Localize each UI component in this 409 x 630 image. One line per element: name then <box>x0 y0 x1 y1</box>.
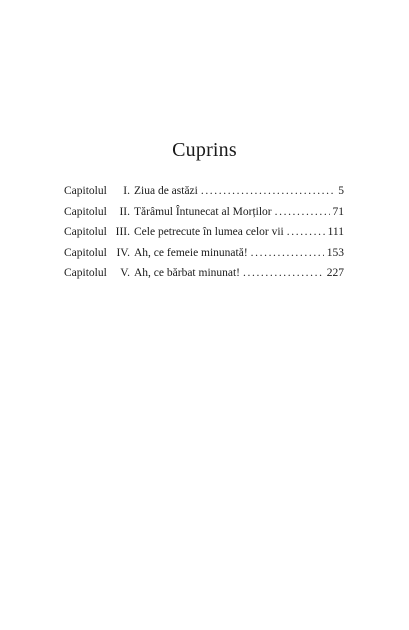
toc-entry-5[interactable] <box>64 267 344 288</box>
chapter-number: III. <box>115 226 130 238</box>
chapter-number: IV. <box>116 246 130 259</box>
chapter-label <box>64 206 134 218</box>
chapter-number: V. <box>120 267 130 279</box>
toc-entry-4[interactable] <box>64 247 344 268</box>
chapter-title: Ah, ce femeie minunată! <box>134 246 248 259</box>
chapter-label <box>64 226 134 238</box>
chapter-label <box>64 247 134 259</box>
chapter-title: Ah, ce bărbat minunat! <box>134 267 241 279</box>
page-number: 71 <box>332 205 344 218</box>
chapter-title: Cele petrecute în lumea celor vii <box>134 226 284 238</box>
chapter-word: Capitolul <box>64 246 107 259</box>
toc-entry-2[interactable] <box>64 206 344 227</box>
table-of-contents <box>64 185 344 288</box>
chapter-label <box>64 185 134 197</box>
chapter-label <box>64 267 134 279</box>
leader-dots <box>275 206 330 218</box>
page-number: 227 <box>326 267 344 279</box>
page-number: 5 <box>338 185 344 197</box>
chapter-number: II. <box>119 205 130 218</box>
chapter-word: Capitolul <box>64 185 107 197</box>
page-number: 153 <box>326 246 344 259</box>
chapter-number: I. <box>123 185 130 197</box>
chapter-title: Tărâmul Întunecat al Morților <box>134 205 272 218</box>
toc-entry-3[interactable] <box>64 226 344 247</box>
leader-dots <box>243 267 324 279</box>
toc-entry-1[interactable] <box>64 185 344 206</box>
chapter-word: Capitolul <box>64 226 107 238</box>
chapter-word: Capitolul <box>64 267 107 279</box>
chapter-title: Ziua de astăzi <box>134 185 198 197</box>
leader-dots <box>287 226 325 238</box>
leader-dots <box>201 185 335 197</box>
toc-title: Cuprins <box>172 139 237 161</box>
page-number: 111 <box>327 226 344 238</box>
leader-dots <box>251 247 324 259</box>
chapter-word: Capitolul <box>64 205 107 218</box>
